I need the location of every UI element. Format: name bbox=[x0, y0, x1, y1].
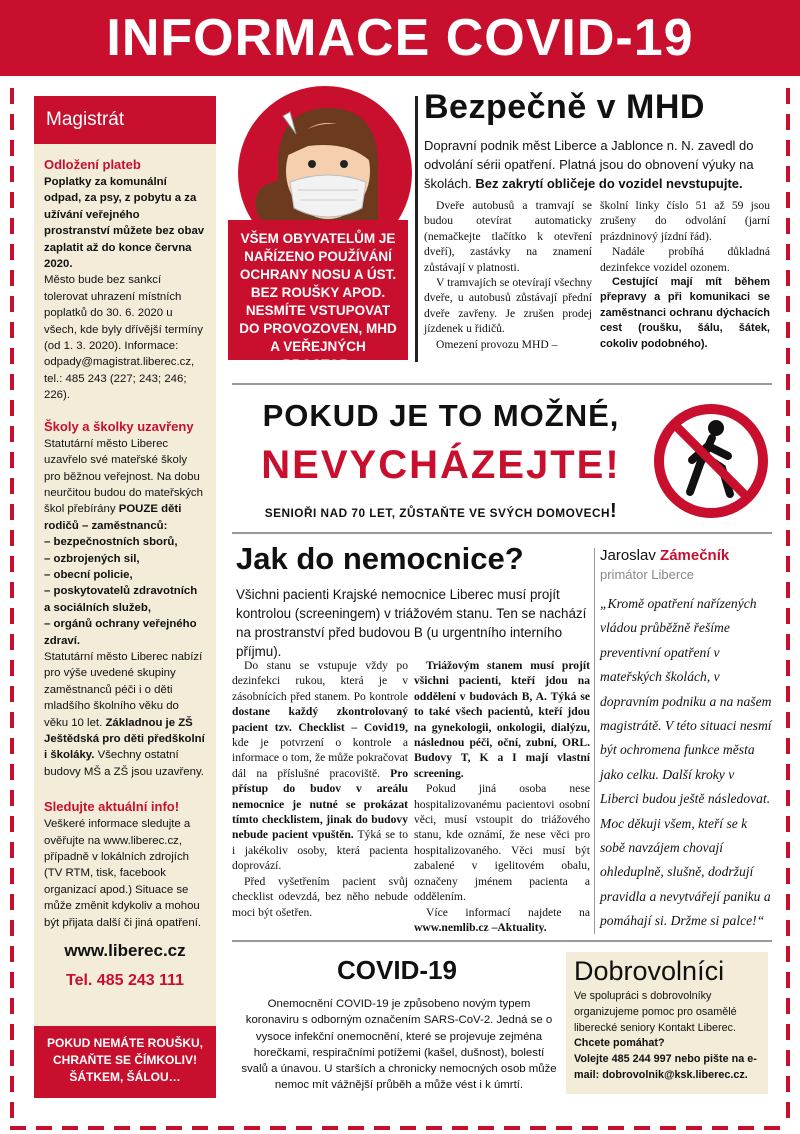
text: Chcete pomáhat? bbox=[574, 1037, 665, 1050]
info-heading: Sledujte aktuální info! bbox=[44, 799, 180, 815]
text: Týká se to i jakékoliv osoby, která pacienta doprovází. bbox=[232, 828, 408, 873]
list-item: – poskytovatelů zdravotních a sociálních služeb, bbox=[44, 585, 198, 614]
paragraph bbox=[232, 658, 408, 874]
hospital-intro: Všichni pacienti Krajské nemocnice Liberec musí projít kontrolou (screeningem) v triážovém stanu. Ten se nachází na prostranství před budovou B (u urgentního interního příjmu). bbox=[236, 587, 587, 659]
paragraph: Cestující mají mít během přepravy a při komunikaci se zaměstnanci ochranu dýchacích cest (roušku, šálu, šátek, cokoliv podobného). bbox=[600, 276, 770, 350]
stay-home-excl: ! bbox=[610, 500, 618, 522]
mhd-intro-bold: Bez zakrytí obličeje do vozidel nevstupujte. bbox=[475, 176, 743, 191]
schools-bold2: Základnou je ZŠ Ještědská pro děti předškolní i školáky. bbox=[44, 716, 205, 762]
hospital-column-2 bbox=[414, 658, 590, 935]
payments-heading: Odložení plateb bbox=[44, 157, 141, 172]
mhd-column-2 bbox=[600, 198, 770, 352]
list-item: – ozbrojených sil, bbox=[44, 552, 140, 565]
text: dostane každý zkontrolovaný pacient tzv. Checklist – Covid19, bbox=[232, 705, 408, 734]
mayor-first: Jaroslav bbox=[600, 547, 661, 564]
frame-bottom bbox=[10, 1126, 790, 1130]
covid-text: Onemocnění COVID-19 je způsobeno novým typem koronaviru s odborným označením SARS-CoV-2. Jedná se o vysoce infekční onemocnění, které se projevuje zejména horečkami, respiračními potížemi (kašel, dušnost), bolestí svalů a únavou. U starších a chronicky nemocných osob může nemoc mít vážnější průběh a může vést i k úmrtí. bbox=[241, 998, 557, 1092]
list-item: – bezpečnostních sborů, bbox=[44, 536, 178, 549]
covid-title: COVID-19 bbox=[337, 955, 457, 985]
divider bbox=[232, 532, 772, 534]
nemlib-link[interactable]: www.nemlib.cz –Aktuality. bbox=[414, 920, 547, 934]
divider bbox=[232, 383, 772, 385]
hospital-title: Jak do nemocnice? bbox=[236, 541, 524, 576]
mayor-last: Zámečník bbox=[660, 547, 730, 564]
divider bbox=[232, 940, 772, 942]
website-link[interactable]: www.liberec.cz bbox=[64, 941, 186, 961]
volunteers-title: Dobrovolníci bbox=[574, 956, 725, 986]
paragraph: Triážovým stanem musí projít všichni pacienti, kteří jdou na oddělení v budovách B, A. Týká se to také všech pacientů, kteří jdou na gynekologii, onkologii, dialýzu, následnou péči, oční, zubní, ORL. Budovy T, K a I mají vlastní screening. bbox=[414, 659, 590, 780]
text: Pro přístup do budov v areálu nemocnice je nutné se prokázat tímto checklistem, jinak do budovy nebude pacient vpuštěn. bbox=[232, 766, 408, 842]
paragraph: V tramvajích se otevírají všechny dveře, u autobusů zůstávají přední dveře zavřeny. Je zrušen prodej jízdenek u řidičů. bbox=[424, 276, 592, 336]
info-text: Veškeré informace sledujte a ověřujte na www.liberec.cz, případně v lokálních zdrojích (TV RTM, tisk, facebook organizací apod.) Situace se může změnit kdykoliv a mohou být přijata další či jiná opatření. bbox=[44, 818, 202, 929]
mhd-title: Bezpečně v MHD bbox=[424, 88, 705, 126]
mayor-quote: „Kromě opatření nařízených vládou průběžně řešíme preventivní opatření v mateřských školách, v dopravním podniku a na našem magistrátě. V této situaci nesmí být ochromena funkce města jako celku. Další kroky v Liberci budou ještě následovat. Moc děkuji všem, kteří se k sobě navzájem chovají ohleduplně, slušně, dodržují pravidla a nevytvářejí paniku a pomáhají si. Držme si palce!“ bbox=[600, 596, 772, 929]
stay-home-line3 bbox=[236, 500, 646, 523]
mhd-intro-text: Dopravní podnik měst Liberce a Jablonce n. N. zavedl do odvolání sérii opatření. Platná jsou do obnovení výuky na školách. bbox=[424, 138, 754, 191]
list-item: – orgánů ochrany veřejného zdraví. bbox=[44, 618, 197, 647]
sidebar-footer: POKUD NEMÁTE ROUŠKU, CHRAŇTE SE ČÍMKOLIV! ŠÁTKEM, ŠÁLOU… bbox=[34, 1026, 216, 1098]
volunteers-text bbox=[574, 989, 760, 1084]
schools-list bbox=[44, 534, 206, 649]
paragraph: Pokud jiná osoba nese hospitalizovanému pacientovi osobní věci, musí vstoupit do triážového stanu, kde oznámí, že nese věci pro hospitalizovaného. Věci musí být zabalené v igelitovém obalu, označeny jménem pacienta a oddělením. bbox=[414, 782, 590, 904]
paragraph: Před vyšetřením pacient svůj checklist odevzdá, bez něho nebude moci být ošetřen. bbox=[232, 874, 408, 919]
no-walking-icon bbox=[652, 402, 770, 520]
stay-home-line3-text: SENIOŘI NAD 70 LET, ZŮSTAŇTE VE SVÝCH DOMOVECH bbox=[264, 506, 611, 520]
mayor-title: primátor Liberce bbox=[600, 567, 694, 582]
frame-right bbox=[786, 88, 790, 1128]
text: Více informací najdete na bbox=[426, 905, 590, 919]
frame-left bbox=[10, 88, 14, 1128]
divider bbox=[415, 96, 418, 362]
schools-text3: Všechny ostatní budovy MŠ a ZŠ jsou uzavřeny. bbox=[44, 749, 204, 778]
payments-bold: Poplatky za komunální odpad, za psy, z pobytu a za užívání veřejného prostranství můžete bez obav zaplatit až do konce června 2020. bbox=[44, 176, 205, 271]
volunteers-box bbox=[566, 952, 768, 1094]
paragraph: Dveře autobusů a tramvají se budou otevírat automaticky (nemačkejte tlačítko k otevření dveří), zastávky na znamení zůstávají v platnosti. bbox=[424, 199, 592, 274]
sidebar-title: Magistrát bbox=[34, 96, 216, 144]
list-item: – obecní policie, bbox=[44, 568, 133, 581]
schools-heading: Školy a školky uzavřeny bbox=[44, 418, 194, 434]
volunteers-contact[interactable]: Volejte 485 244 997 nebo pište na e-mail: dobrovolnik@ksk.liberec.cz. bbox=[574, 1053, 757, 1081]
text: kde je potvrzení o kontrole a informace o tom, že může pokračovat dál na příslušné pracoviště. bbox=[232, 736, 408, 780]
paragraph: Omezení provozu MHD – bbox=[436, 337, 558, 351]
stay-home-line1: POKUD JE TO MOŽNÉ, bbox=[262, 398, 620, 433]
paragraph: Nadále probíhá důkladná dezinfekce vozidel ozonem. bbox=[600, 245, 770, 274]
stay-home-line2: NEVYCHÁZEJTE! bbox=[261, 443, 621, 487]
schools-text2: Statutární město Liberec nabízí pro výše uvedené skupiny zaměstnanců péči i o děti mladšího školního věku do věku 10 let. bbox=[44, 650, 203, 729]
paragraph: školní linky číslo 51 až 59 jsou zrušeny do odvolání (jarní prázdninový jízdní řád). bbox=[600, 199, 770, 243]
schools-text: Statutární město Liberec uzavřelo své mateřské školy pro běžnou veřejnost. Na dobu neurčitou budou do mateřských škol přebírány bbox=[44, 437, 203, 516]
paragraph bbox=[414, 905, 590, 936]
mhd-column-1 bbox=[424, 198, 592, 352]
text: Do stanu se vstupuje vždy po dezinfekci rukou, která je v zásobnících před stanem. Po kontrole bbox=[232, 659, 408, 703]
payments-text: Město bude bez sankcí tolerovat uhrazení místních poplatků do 30. 6. 2020 u všech, kde byly dřívější termíny (od 1. 3. 2020). Informace: odpady@magistrat.liberec.cz, tel.: 485 243 (227; 243; 246; 226). bbox=[44, 274, 203, 402]
divider bbox=[594, 548, 595, 934]
mask-notice: VŠEM OBYVATELŮM JE NAŘÍZENO POUŽÍVÁNÍ OCHRANY NOSU A ÚST. BEZ ROUŠKY APOD. NESMÍTE VSTUPOVAT DO PROVOZOVEN, MHD A VEŘEJNÝCH PROSTOR. bbox=[228, 220, 408, 360]
schools-bold: POUZE děti rodičů – zaměstnanců: bbox=[44, 503, 182, 532]
mhd-intro bbox=[424, 136, 770, 193]
phone-number: Tel. 485 243 111 bbox=[65, 972, 185, 990]
page-title: INFORMACE COVID-19 bbox=[0, 0, 800, 76]
sidebar bbox=[34, 96, 216, 1098]
hospital-column-1 bbox=[232, 658, 408, 920]
mayor-name bbox=[600, 547, 780, 564]
text: Ve spolupráci s dobrovolníky organizujeme pomoc pro osamělé liberecké seniory Kontakt Liberec. bbox=[574, 990, 737, 1034]
